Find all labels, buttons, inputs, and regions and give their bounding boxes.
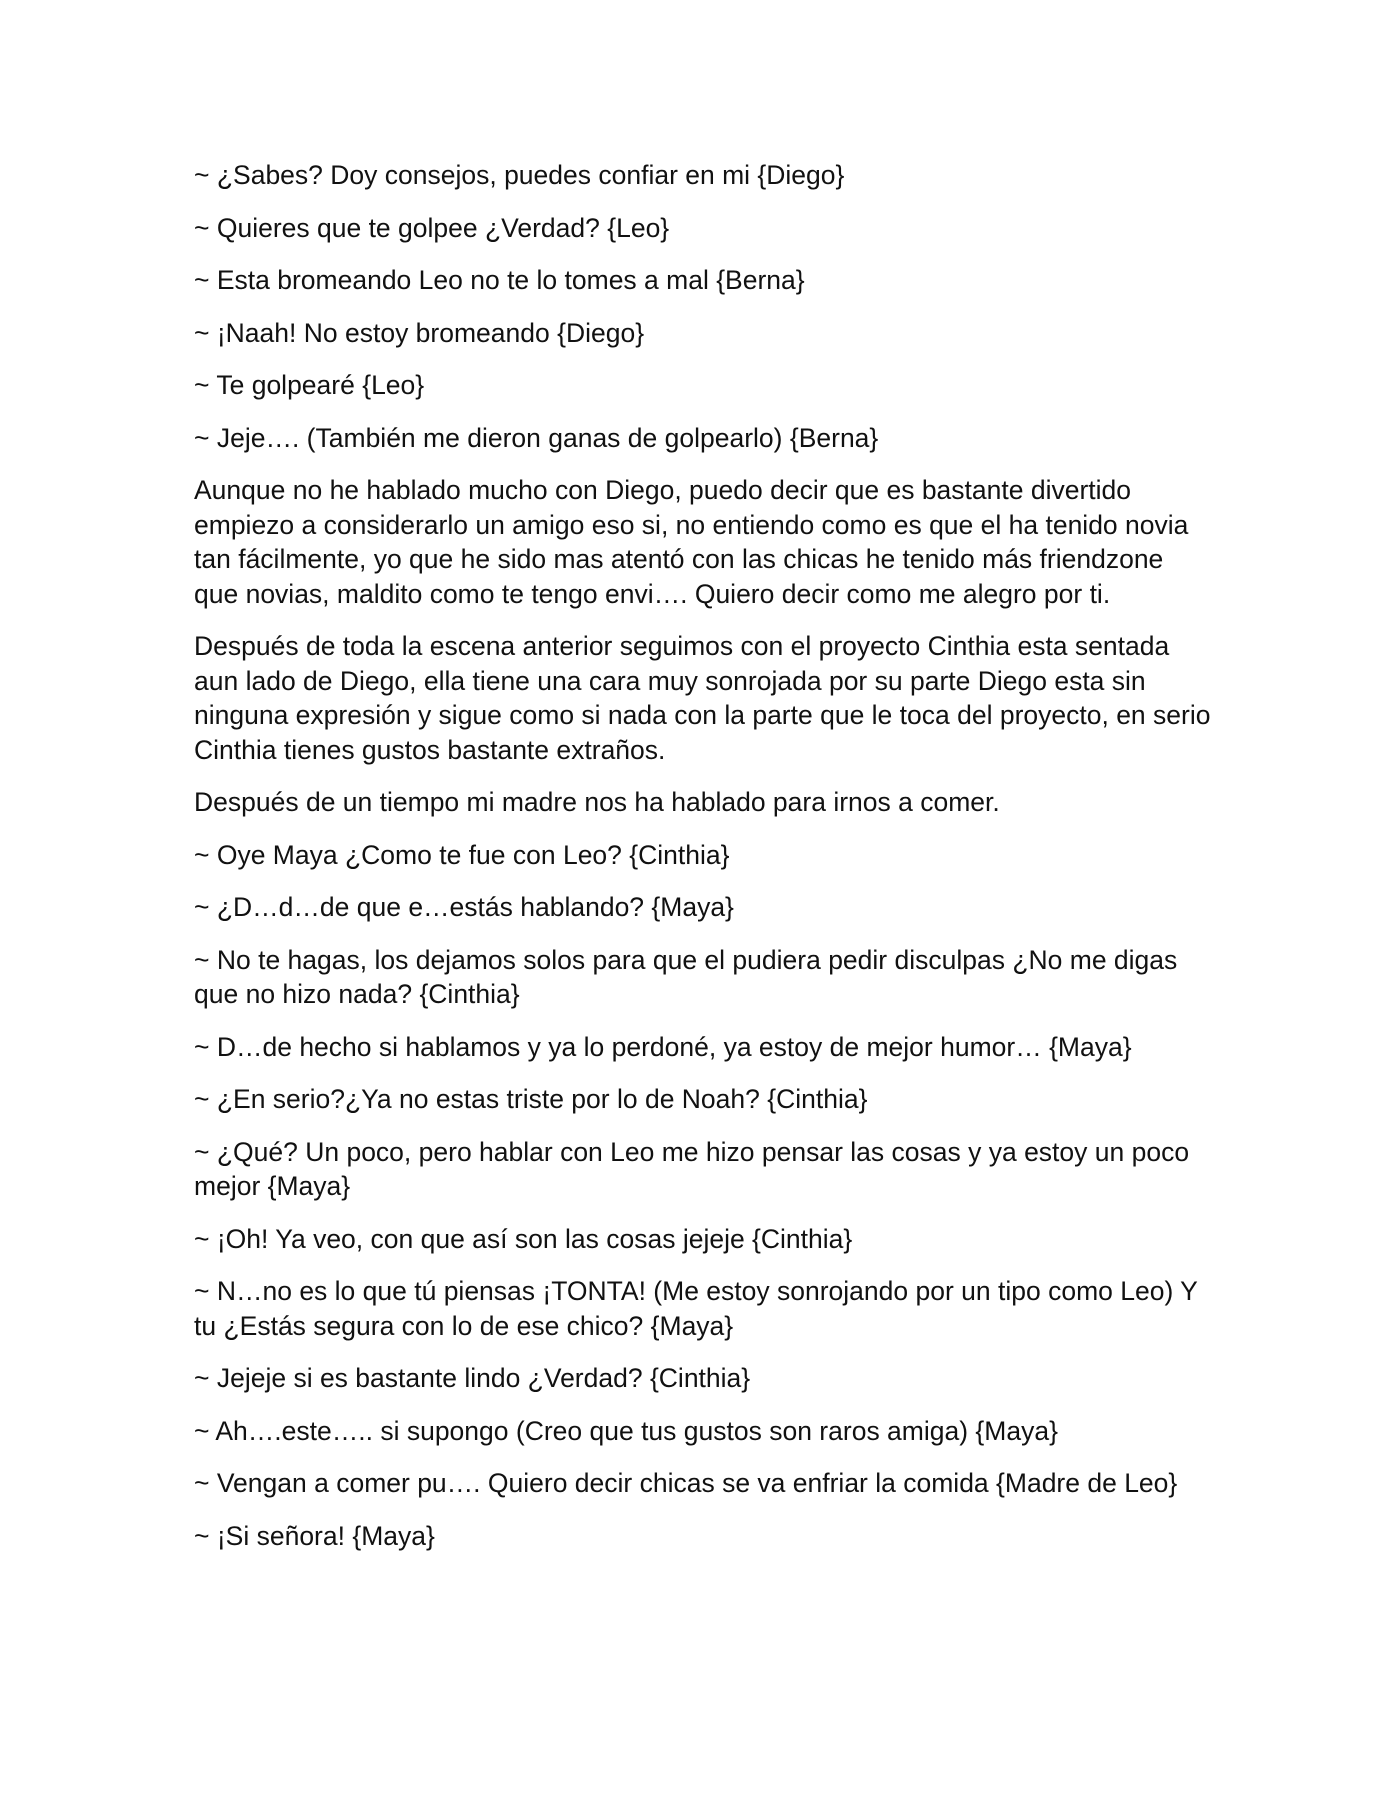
dialogue-line-diego-advice: ~ ¿Sabes? Doy consejos, puedes confiar en mi {Diego}	[194, 160, 845, 190]
dialogue-line-leo-threat: ~ Quieres que te golpee ¿Verdad? {Leo}	[194, 212, 670, 243]
dialogue-line-maya-tonta: ~ N…no es lo que tú piensas ¡TONTA! (Me estoy sonrojando por un tipo como Leo) Y tu ¿Estás segura con lo de ese chico? {Maya}	[194, 1276, 1198, 1341]
dialogue-line-leo-hit: ~ Te golpearé {Leo}	[194, 370, 425, 400]
dialogue-line-cinthia-apology: ~ No te hagas, los dejamos solos para que el pudiera pedir disculpas ¿No me digas que no hizo nada? {Cinthia}	[194, 944, 1178, 1009]
dialogue-line-cinthia-noah: ~ ¿En serio?¿Ya no estas triste por lo de Noah? {Cinthia}	[194, 1084, 868, 1114]
dialogue-line-maya-senora: ~ ¡Si señora! {Maya}	[194, 1520, 435, 1551]
dialogue-line-maya-stutter: ~ ¿D…d…de que e…estás hablando? {Maya}	[194, 892, 734, 922]
dialogue-line-madre-comer: ~ Vengan a comer pu…. Quiero decir chicas se va enfriar la comida {Madre de Leo}	[194, 1468, 1178, 1498]
narration-paragraph-project: Después de toda la escena anterior seguimos con el proyecto Cinthia esta sentada aun lado de Diego, ella tiene una cara muy sonrojada por su parte Diego esta sin ninguna expresión y sigue como si nada con la parte que le toca del proyecto, en serio Cinthia tienes gustos bastante extraños.	[194, 631, 1211, 765]
narration-paragraph-lunch: Después de un tiempo mi madre nos ha hablado para irnos a comer.	[194, 787, 1000, 817]
dialogue-line-cinthia-question: ~ Oye Maya ¿Como te fue con Leo? {Cinthia}	[194, 839, 730, 870]
dialogue-line-cinthia-oh: ~ ¡Oh! Ya veo, con que así son las cosas jejeje {Cinthia}	[194, 1223, 853, 1254]
dialogue-line-berna-jeje: ~ Jeje…. (También me dieron ganas de golpearlo) {Berna}	[194, 422, 879, 453]
dialogue-line-cinthia-lindo: ~ Jejeje si es bastante lindo ¿Verdad? {Cinthia}	[194, 1363, 751, 1393]
dialogue-line-diego-not-joking: ~ ¡Naah! No estoy bromeando {Diego}	[194, 317, 645, 348]
dialogue-line-berna-joking: ~ Esta bromeando Leo no te lo tomes a mal {Berna}	[194, 265, 805, 295]
dialogue-line-maya-supongo: ~ Ah….este….. si supongo (Creo que tus gustos son raros amiga) {Maya}	[194, 1415, 1058, 1446]
document-body	[194, 158, 1214, 1571]
dialogue-line-maya-forgave: ~ D…de hecho si hablamos y ya lo perdoné, ya estoy de mejor humor… {Maya}	[194, 1031, 1132, 1062]
narration-paragraph-diego: Aunque no he hablado mucho con Diego, puedo decir que es bastante divertido empiezo a considerarlo un amigo eso si, no entiendo como es que el ha tenido novia tan fácilmente, yo que he sido mas atentó con las chicas he tenido más friendzone que novias, maldito como te tengo envi…. Quiero decir como me alegro por ti.	[194, 475, 1189, 609]
dialogue-line-maya-better: ~ ¿Qué? Un poco, pero hablar con Leo me hizo pensar las cosas y ya estoy un poco mejor {Maya}	[194, 1136, 1190, 1201]
